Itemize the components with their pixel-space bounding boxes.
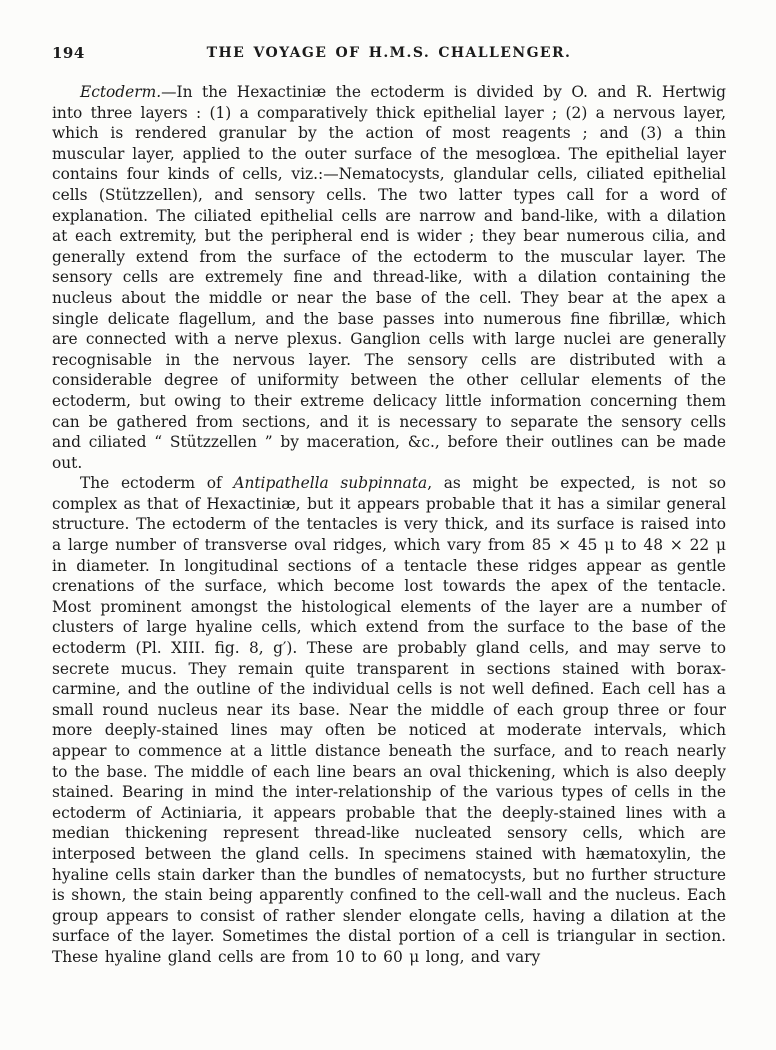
paragraph-text: , as might be expected, is not so complex as that of Hexactiniæ, but it appears probable that it has a similar general structure. The ectoderm of the tentacles is very thick, and its surface is raised into a large number of transverse oval ridges, which vary from 85 × 45 μ to 48 × 22 μ in diameter. In longitudinal sections of a tentacle these ridges appear as gentle crenations of the surface, which become lost towards the apex of the tentacle. Most prominent amongst the histological elements of the layer are a number of clusters of large hyaline cells, which extend from the surface to the base of the ectoderm (Pl. XIII. fig. 8, g′). These are probably gland cells, and may serve to secrete mucus. They remain quite transparent in sections stained with borax-carmine, and the outline of the individual cells is not well defined. Each cell has a small round nucleus near its base. Near the middle of each group three or four more deeply-stained lines may often be noticed at moderate intervals, which appear to commence at a little distance beneath the surface, and to reach nearly to the base. The middle of each line bears an oval thickening, which is also deeply stained. Bearing in mind the inter-relationship of the various types of cells in the ectoderm of Actiniaria, it appears probable that the deeply-stained lines with a median thickening represent thread-like nucleated sensory cells, which are interposed between the gland cells. In specimens stained with hæmatoxylin, the hyaline cells stain darker than the bundles of nematocysts, but no further structure is shown, the stain being apparently confined to the cell-wall and the nucleus. Each group appears to consist of rather slender elongate cells, having a dilation at the surface of the layer. Sometimes the distal portion of a cell is triangular in section. These hyaline gland cells are from 10 to 60 μ long, and vary: [52, 474, 727, 966]
paragraph-text: The ectoderm of: [80, 474, 234, 493]
page-body: [52, 82, 726, 968]
paragraph-ectoderm: [52, 82, 726, 473]
paragraph-lead-italic: Ectoderm.: [80, 83, 162, 101]
page-number: 194: [52, 44, 85, 62]
paragraph-text: —In the Hexactiniæ the ectoderm is divided by O. and R. Hertwig into three layers : (1) a comparatively thick epithelial layer ; (2) a nervous layer, which is rendered granular by the action of most reagents ; and (3) a thin muscular layer, applied to the outer surface of the mesoglœa. The epithelial layer contains four kinds of cells, viz.:—Nematocysts, glandular cells, ciliated epithelial cells (Stützzellen), and sensory cells. The two latter types call for a word of explanation. The ciliated epithelial cells are narrow and band-like, with a dilation at each extremity, but the peripheral end is wider ; they bear numerous cilia, and generally extend from the surface of the ectoderm to the muscular layer. The sensory cells are extremely fine and thread-like, with a dilation containing the nucleus about the middle or near the base of the cell. They bear at the apex a single delicate flagellum, and the base passes into numerous fine fibrillæ, which are connected with a nerve plexus. Ganglion cells with large nuclei are generally recognisable in the nervous layer. The sensory cells are distributed with a considerable degree of uniformity between the other cellular elements of the ectoderm, but owing to their extreme delicacy little information concerning them can be gathered from sections, and it is necessary to separate the sensory cells and ciliated “ Stützzellen ” by maceration, &c., before their outlines can be made out.: [52, 83, 726, 472]
species-name-italic: Antipathella subpinnata: [233, 474, 428, 493]
page-header: [52, 44, 726, 68]
running-head: THE VOYAGE OF H.M.S. CHALLENGER.: [206, 45, 572, 61]
paragraph-antipathella: [52, 473, 726, 967]
